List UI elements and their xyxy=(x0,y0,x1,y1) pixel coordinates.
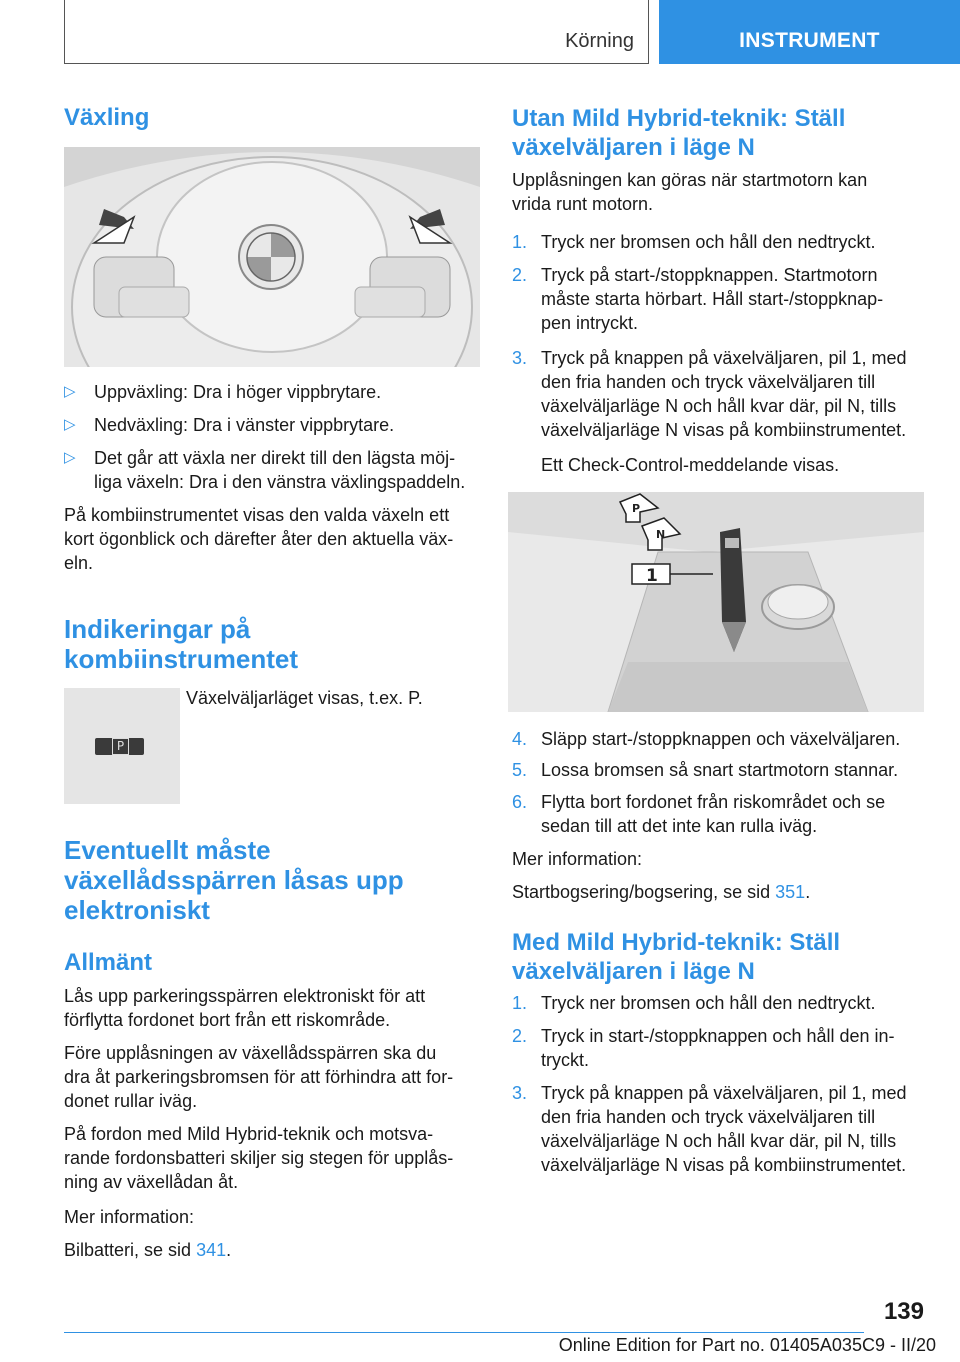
step-text-line: måste starta hörbart. Håll start-/stoppknap- xyxy=(541,289,884,309)
text-line: På fordon med Mild Hybrid-teknik och motsva- xyxy=(64,1124,434,1144)
paragraph-1 xyxy=(64,984,425,1032)
arrow-1-label: 1 xyxy=(646,566,658,586)
paragraph-2 xyxy=(64,1041,453,1113)
text-line: kort ögonblick och därefter åter den aktuella väx- xyxy=(64,529,454,549)
bullet-marker: ▷ xyxy=(64,383,76,400)
text-line: På kombiinstrumentet visas den valda växeln ett xyxy=(64,505,450,525)
heading-line: Med Mild Hybrid-teknik: Ställ xyxy=(512,929,841,956)
bullet-text: Nedväxling: Dra i vänster vippbrytare. xyxy=(94,415,395,435)
step-text-line: Flytta bort fordonet från riskområdet och se xyxy=(541,792,886,812)
heading-indikeringar xyxy=(64,614,298,674)
text-line: dra åt parkeringsbromsen för att förhindra att for- xyxy=(64,1067,454,1087)
mer-information-label: Mer information: xyxy=(64,1207,195,1227)
bullet-marker: ▷ xyxy=(64,449,76,466)
heading-line: växellådsspärren låsas upp xyxy=(64,865,404,895)
header-section-tab xyxy=(64,0,649,64)
text-line: rande fordonsbatteri skiljer sig stegen för upplås- xyxy=(64,1148,454,1168)
heading-med-mild-hybrid xyxy=(512,928,840,986)
check-control-note: Ett Check-Control-meddelande visas. xyxy=(541,455,840,475)
step-text-line: växelväljarläge N och håll kvar där, pil N, tills xyxy=(541,1131,897,1151)
bilbatteri-ref xyxy=(64,1238,231,1262)
step-text-line: den fria handen och tryck växelväljaren till xyxy=(541,1107,876,1127)
text-line: ning av växellådan åt. xyxy=(64,1172,239,1192)
heading-line: Indikeringar på xyxy=(64,614,251,644)
footer-divider xyxy=(64,1332,864,1333)
bullet-text: Uppväxling: Dra i höger vippbrytare. xyxy=(94,382,382,402)
step-text-line: pen intryckt. xyxy=(541,313,639,333)
step-text-line: Tryck på knappen på växelväljaren, pil 1, med xyxy=(541,1083,907,1103)
step-text-line: Tryck på start-/stoppknappen. Startmotorn xyxy=(541,265,878,285)
step-number: 3. xyxy=(512,348,528,368)
step-text-line: tryckt. xyxy=(541,1050,589,1070)
ref-text: Startbogsering/bogsering, se sid xyxy=(512,882,776,902)
heading-allmant: Allmänt xyxy=(64,949,153,976)
step-number: 4. xyxy=(512,729,528,749)
heading-utan-mild-hybrid xyxy=(512,104,845,162)
heading-line: Utan Mild Hybrid-teknik: Ställ xyxy=(512,105,846,132)
step-number: 1. xyxy=(512,993,528,1013)
page-number: 139 xyxy=(883,1298,924,1325)
step-text-line: Lossa bromsen så snart startmotorn stannar. xyxy=(541,760,899,780)
bullet-marker: ▷ xyxy=(64,416,76,433)
gear-selector-figure xyxy=(508,492,924,712)
header-chapter-label: INSTRUMENT xyxy=(739,29,880,52)
arrow-p-label: P xyxy=(632,502,641,515)
text-line: vrida runt motorn. xyxy=(512,194,654,214)
step-number: 6. xyxy=(512,792,528,812)
bullet-text-line: liga växeln: Dra i den vänstra växlingspaddeln. xyxy=(94,472,466,492)
text-line: Upplåsningen kan göras när startmotorn kan xyxy=(512,170,868,190)
step-number: 2. xyxy=(512,1026,528,1046)
arrow-n-label: N xyxy=(656,528,666,541)
steering-wheel-figure xyxy=(64,147,480,367)
text-line: Före upplåsningen av växellådsspärren ska du xyxy=(64,1043,437,1063)
gear-display-figure xyxy=(64,688,180,804)
step-text-line: sedan till att det inte kan rulla iväg. xyxy=(541,816,818,836)
indikering-text: Växelväljarläget visas, t.ex. P. xyxy=(186,688,423,708)
heading-line: Eventuellt måste xyxy=(64,835,271,865)
paragraph-upplasning xyxy=(512,168,867,216)
step-number: 3. xyxy=(512,1083,528,1103)
gear-indicator-letter: P xyxy=(112,738,129,755)
step-text-line: växelväljarläge N och håll kvar där, pil N, tills xyxy=(541,396,897,416)
step-text-line: växelväljarläge N visas på kombiinstrumentet. xyxy=(541,1155,907,1175)
paragraph-3 xyxy=(64,1122,453,1194)
bilbatteri-page-link[interactable]: 341 xyxy=(196,1240,227,1260)
step-text-line: den fria handen och tryck växelväljaren till xyxy=(541,372,876,392)
startbogsering-ref xyxy=(512,880,810,904)
header-chapter-tab xyxy=(659,0,960,64)
heading-line: växelväljaren i läge N xyxy=(512,958,755,985)
paragraph-kombi xyxy=(64,503,453,575)
step-text-line: Tryck in start-/stoppknappen och håll den in- xyxy=(541,1026,895,1046)
heading-eventuellt xyxy=(64,835,404,925)
ref-text: Bilbatteri, se sid xyxy=(64,1240,197,1260)
bullet-text-line: Det går att växla ner direkt till den lägsta möj- xyxy=(94,448,456,468)
step-text-line: Tryck på knappen på växelväljaren, pil 1, med xyxy=(541,348,907,368)
step-text-line: Tryck ner bromsen och håll den nedtryckt. xyxy=(541,993,876,1013)
step-text-line: Tryck ner bromsen och håll den nedtryckt. xyxy=(541,232,876,252)
text-line: förflytta fordonet bort från ett riskområde. xyxy=(64,1010,391,1030)
text-line: Lås upp parkeringsspärren elektroniskt för att xyxy=(64,986,426,1006)
heading-vaxling: Växling xyxy=(64,104,150,131)
ref-dot: . xyxy=(805,882,811,902)
heading-line: växelväljaren i läge N xyxy=(512,134,755,161)
mer-information-label: Mer information: xyxy=(512,849,643,869)
startbogsering-page-link[interactable]: 351 xyxy=(775,882,806,902)
gear-indicator-box xyxy=(95,738,144,755)
step-text-line: växelväljarläge N visas på kombiinstrumentet. xyxy=(541,420,907,440)
heading-line: kombiinstrumentet xyxy=(64,644,299,674)
step-number: 2. xyxy=(512,265,528,285)
edition-info: Online Edition for Part no. 01405A035C9 - II/20 xyxy=(558,1335,936,1355)
step-number: 1. xyxy=(512,232,528,252)
text-line: donet rullar iväg. xyxy=(64,1091,198,1111)
step-text-line: Släpp start-/stoppknappen och växelväljaren. xyxy=(541,729,901,749)
step-number: 5. xyxy=(512,760,528,780)
heading-line: elektroniskt xyxy=(64,895,210,925)
ref-dot: . xyxy=(226,1240,232,1260)
header-section-label: Körning xyxy=(565,30,634,52)
text-line: eln. xyxy=(64,553,94,573)
